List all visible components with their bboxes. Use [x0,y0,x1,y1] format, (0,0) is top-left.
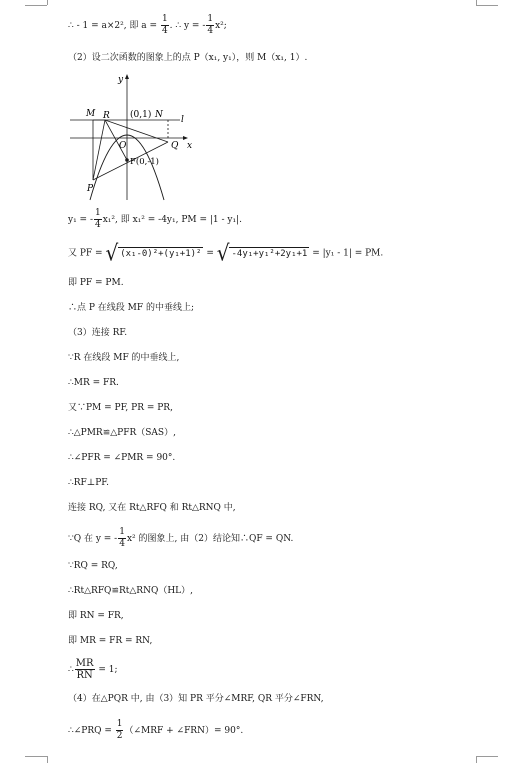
solution-line-19: 即 MR = FR = RN, [68,636,153,646]
solution-line-13: ∴RF⊥PF. [68,478,109,488]
text: ∴ [68,665,74,675]
solution-line-11: ∴△PMR≌△PFR（SAS）, [68,428,176,438]
corner-mark-bottom-left-h [25,756,47,757]
text: x² 的图象上, 由（2）结论知∴QF = QN. [126,534,294,544]
numerator: 1 [116,719,123,729]
label-N: N [155,110,163,120]
x-axis-arrow [183,136,188,140]
point-F [125,158,129,162]
solution-line-3 [68,208,242,231]
numerator: 1 [207,14,214,24]
solution-line-15 [68,527,293,550]
solution-line-9: ∴MR = FR. [68,378,119,388]
text: ∵Q 在 y = - [68,534,118,544]
segment-RQ [105,120,168,142]
solution-line-18: 即 RN = FR, [68,611,124,621]
denominator: RN [76,670,93,681]
solution-line-2: （2）设二次函数的图象上的点 P（x₁, y₁），则 M（x₁, 1）. [68,53,308,63]
text: . ∴ y = - [169,21,206,31]
label-l: l [181,115,184,125]
fraction [94,208,102,231]
solution-line-14: 连接 RQ, 又在 Rt△RFQ 和 Rt△RNQ 中, [68,503,236,513]
label-Q: Q [171,141,179,151]
fraction [75,658,95,681]
label-M: M [86,109,96,119]
text: = [203,248,217,259]
segment-RF [105,120,127,160]
solution-line-5: 即 PF = PM. [68,278,124,288]
solution-line-22 [68,719,243,742]
solution-line-8: ∵R 在线段 MF 的中垂线上, [68,353,180,363]
denominator: 2 [116,731,123,741]
label-0-1: (0,1) [130,110,152,120]
fraction [118,527,126,550]
label-x: x [187,141,193,151]
fraction [116,719,124,742]
solution-line-12: ∴∠PFR = ∠PMR = 90°. [68,453,176,463]
denominator: 4 [95,220,101,230]
solution-line-16: ∵RQ = RQ, [68,561,118,571]
numerator: MR [75,658,94,669]
text: x²; [215,21,227,31]
text: 又 PF = [68,248,106,259]
numerator: 1 [95,208,101,218]
text: （∠MRF + ∠FRN）= 90°. [124,726,244,736]
solution-line-10: 又∵PM = PF, PR = PR, [68,403,173,413]
numerator: 1 [161,14,168,24]
label-y: y [118,75,124,85]
sqrt-expression-1 [105,239,203,267]
radical-sign: √ [105,239,119,267]
text: y₁ = - [68,215,93,225]
label-O: O [119,141,127,151]
fraction [206,14,214,37]
sqrt-expression-2 [216,239,310,267]
corner-mark-bottom-right [476,756,489,763]
solution-line-6: ∴点 P 在线段 MF 的中垂线上; [68,303,194,313]
y-axis-arrow [125,74,129,79]
corner-mark-top-left-h [25,5,47,6]
text: = |y₁ - 1| = PM. [309,248,384,259]
denominator: 4 [119,539,125,549]
label-P: P [87,184,94,194]
numerator: 1 [119,527,125,537]
text: x₁², 即 x₁² = -4y₁, PM = |1 - y₁|. [102,215,242,225]
denominator: 4 [207,26,214,36]
radicand: (x₁-0)²+(y₁+1)² [120,249,202,259]
solution-line-4 [68,239,384,267]
text: ∴∠PRQ = [68,726,115,736]
corner-mark-top-right-h [476,5,498,6]
parabola-figure [68,72,198,202]
radicand: -4y₁+y₁²+2y₁+1 [231,249,308,259]
radical-sign: √ [216,239,230,267]
text: ∴ - 1 = a×2², 即 a = [68,21,160,31]
denominator: 4 [161,26,168,36]
solution-line-1 [68,14,227,37]
corner-mark-bottom-right-h [476,756,498,757]
solution-line-21: （4）在△PQR 中, 由（3）知 PR 平分∠MRF, QR 平分∠FRN, [68,694,324,704]
fraction [161,14,169,37]
solution-line-7: （3）连接 RF. [68,328,128,338]
label-R: R [103,111,110,121]
text: = 1; [95,665,118,675]
solution-line-17: ∴Rt△RFQ≌Rt△RNQ（HL）, [68,586,194,596]
corner-mark-bottom-left [35,756,48,763]
solution-line-20 [68,658,118,681]
label-F: F(0,-1) [130,157,159,167]
